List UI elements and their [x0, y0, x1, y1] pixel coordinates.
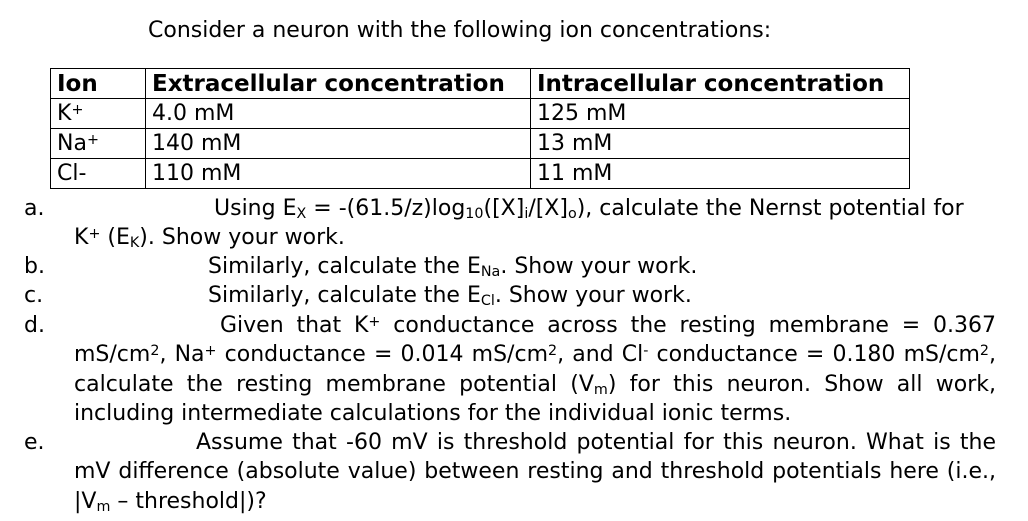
intro-text: Consider a neuron with the following ion concentrations:	[148, 18, 772, 43]
text-run: K	[74, 225, 89, 251]
text-run: . Show your work.	[494, 283, 692, 308]
question-line	[74, 340, 996, 369]
text-run: ) for this neuron. Show all work,	[607, 371, 996, 397]
superscript: +	[368, 314, 381, 330]
question-letter: c.	[24, 283, 44, 308]
text-run: ), calculate the Nernst potential for	[576, 196, 964, 221]
text-run: Similarly, calculate the E	[208, 254, 481, 279]
table-row	[51, 129, 910, 159]
text-run: (E	[100, 225, 130, 251]
text-run: mS/cm	[74, 342, 151, 368]
subscript: K	[129, 235, 140, 252]
question-line	[74, 194, 996, 223]
text-run: conductance = 0.180 mS/cm	[648, 342, 980, 368]
intracellular-cell: 11 mM	[531, 159, 910, 189]
question-line	[74, 281, 996, 310]
question-body	[74, 311, 996, 428]
ion-charge: +	[71, 101, 84, 118]
text-run: conductance across the resting membrane = 0.367	[380, 313, 997, 338]
question-letter: a.	[24, 196, 45, 221]
ion-cell	[51, 159, 146, 189]
superscript: +	[204, 343, 217, 360]
text-run: conductance = 0.014 mS/cm	[216, 342, 548, 368]
subscript: o	[567, 206, 577, 222]
subscript: m	[593, 381, 608, 398]
text-run: calculate the resting membrane potential (V	[74, 371, 594, 397]
ion-name: Na	[57, 130, 87, 156]
text-run: /[X]	[528, 196, 568, 221]
extracellular-cell: 140 mM	[146, 129, 531, 159]
header-ion: Ion	[51, 69, 146, 99]
question-body	[74, 194, 996, 253]
text-run: – threshold|)?	[110, 488, 267, 514]
subscript: Cl	[480, 293, 495, 309]
text-run: |V	[74, 488, 97, 514]
question-line	[74, 487, 996, 516]
question-line: Assume that -60 mV is threshold potential for this neuron. What is the	[196, 430, 996, 455]
question-body	[74, 281, 996, 310]
text-run: Using E	[214, 196, 297, 221]
subscript: Na	[480, 264, 501, 280]
ion-name: Cl-	[57, 160, 87, 186]
question-line	[74, 223, 996, 252]
text-run: ([X]	[483, 196, 525, 221]
text-run: , and Cl	[557, 342, 644, 368]
text-run: Given that K	[220, 313, 369, 338]
subscript: m	[96, 498, 111, 515]
question-line: mV difference (absolute value) between resting and threshold potentials here (i.e.,	[74, 459, 996, 485]
superscript: -	[643, 343, 649, 360]
intracellular-cell: 13 mM	[531, 129, 910, 159]
subscript: 10	[465, 206, 484, 222]
subscript: X	[296, 206, 307, 222]
superscript: +	[88, 226, 101, 243]
intracellular-cell: 125 mM	[531, 99, 910, 129]
text-run: . Show your work.	[500, 254, 698, 279]
question-body	[74, 428, 996, 516]
ion-cell	[51, 99, 146, 129]
question-line	[74, 311, 996, 340]
superscript: 2	[548, 343, 558, 360]
question-letter: e.	[24, 430, 45, 455]
text-run: , Na	[159, 342, 205, 368]
superscript: 2	[150, 343, 160, 360]
question-line	[74, 370, 996, 399]
ion-name: K	[57, 100, 72, 126]
question-letter: b.	[24, 254, 45, 279]
subscript: i	[524, 206, 529, 222]
header-intracellular: Intracellular concentration	[531, 69, 910, 99]
header-extracellular: Extracellular concentration	[146, 69, 531, 99]
question-body	[74, 252, 996, 281]
superscript: 2	[979, 343, 990, 360]
extracellular-cell: 110 mM	[146, 159, 531, 189]
ion-concentration-table	[50, 68, 910, 189]
ion-cell	[51, 129, 146, 159]
question-letter: d.	[24, 313, 45, 338]
table-row	[51, 99, 910, 129]
text-run: ,	[989, 342, 997, 368]
extracellular-cell: 4.0 mM	[146, 99, 531, 129]
question-line: including intermediate calculations for the individual ionic terms.	[74, 400, 792, 426]
table-row	[51, 159, 910, 189]
ion-charge: +	[86, 131, 99, 148]
question-line	[74, 252, 996, 281]
text-run: = -(61.5/z)log	[306, 196, 466, 221]
text-run: Similarly, calculate the E	[208, 283, 481, 308]
table-header-row	[51, 69, 910, 99]
text-run: ). Show your work.	[139, 225, 345, 251]
